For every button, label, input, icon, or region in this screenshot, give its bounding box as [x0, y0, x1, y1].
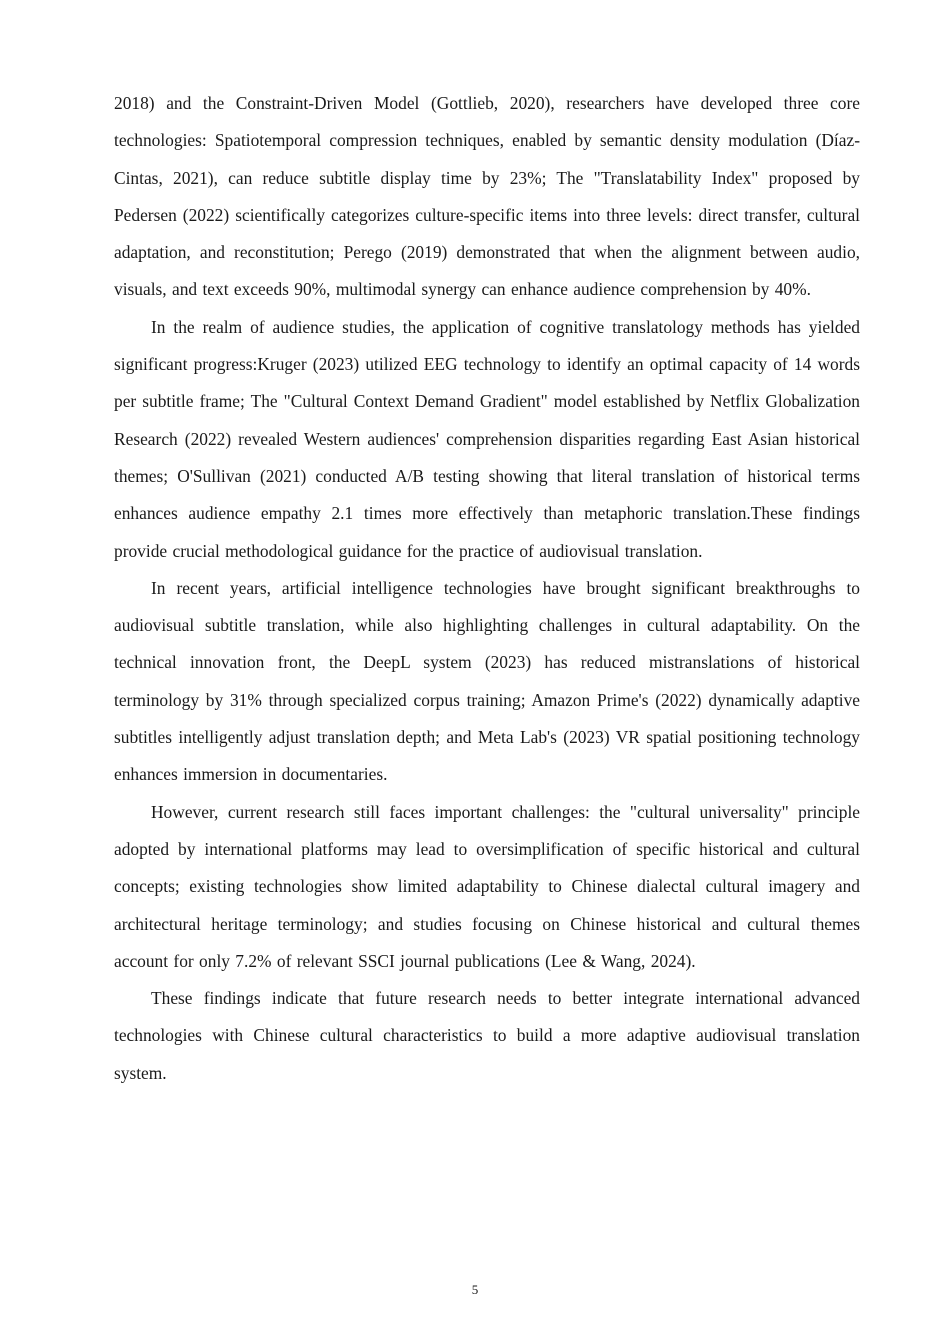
paragraph-challenges: However, current research still faces important challenges: the "cultural universality" principle adopted by international platforms may lead to oversimplification of specific historical and cultural concepts; existing technologies show limited adaptability to Chinese dialectal cultural imagery and architectural heritage terminology; and studies focusing on Chinese historical and cultural themes account for only 7.2% of relevant SSCI journal publications (Lee & Wang, 2024).	[114, 801, 860, 971]
paragraph-ai-technologies: In recent years, artificial intelligence technologies have brought significant breakthroughs to audiovisual subtitle translation, while also highlighting challenges in cultural adaptability. On the technical innovation front, the DeepL system (2023) has reduced mistranslations of historical terminology by 31% through specialized corpus training; Amazon Prime's (2022) dynamically adaptive subtitles intelligently adjust translation depth; and Meta Lab's (2023) VR spatial positioning technology enhances immersion in documentaries.	[114, 577, 860, 785]
paragraph-audience-studies: In the realm of audience studies, the application of cognitive translatology methods has yielded significant progress:Kruger (2023) utilized EEG technology to identify an optimal capacity of 14 words per subtitle frame; The "Cultural Context Demand Gradient" model established by Netflix Globalization Research (2022) revealed Western audiences' comprehension disparities regarding East Asian historical themes; O'Sullivan (2021) conducted A/B testing showing that literal translation of historical terms enhances audience empathy 2.1 times more effectively than metaphoric translation.These findings provide crucial methodological guidance for the practice of audiovisual translation.	[114, 316, 860, 561]
paragraph-continuation: 2018) and the Constraint-Driven Model (Gottlieb, 2020), researchers have developed three core technologies: Spatiotemporal compression techniques, enabled by semantic density modulation (Díaz-Cintas, 2021), can reduce subtitle display time by 23%; The "Translatability Index" proposed by Pedersen (2022) scientifically categorizes culture-specific items into three levels: direct transfer, cultural adaptation, and reconstitution; Perego (2019) demonstrated that when the alignment between audio, visuals, and text exceeds 90%, multimodal synergy can enhance audience comprehension by 40%.	[114, 93, 860, 300]
paragraph-conclusion: These findings indicate that future research needs to better integrate international advanced technologies with Chinese cultural characteristics to build a more adaptive audiovisual translation system.	[114, 988, 860, 1083]
page-number: 5	[471, 1282, 479, 1297]
body-text	[114, 85, 860, 1092]
